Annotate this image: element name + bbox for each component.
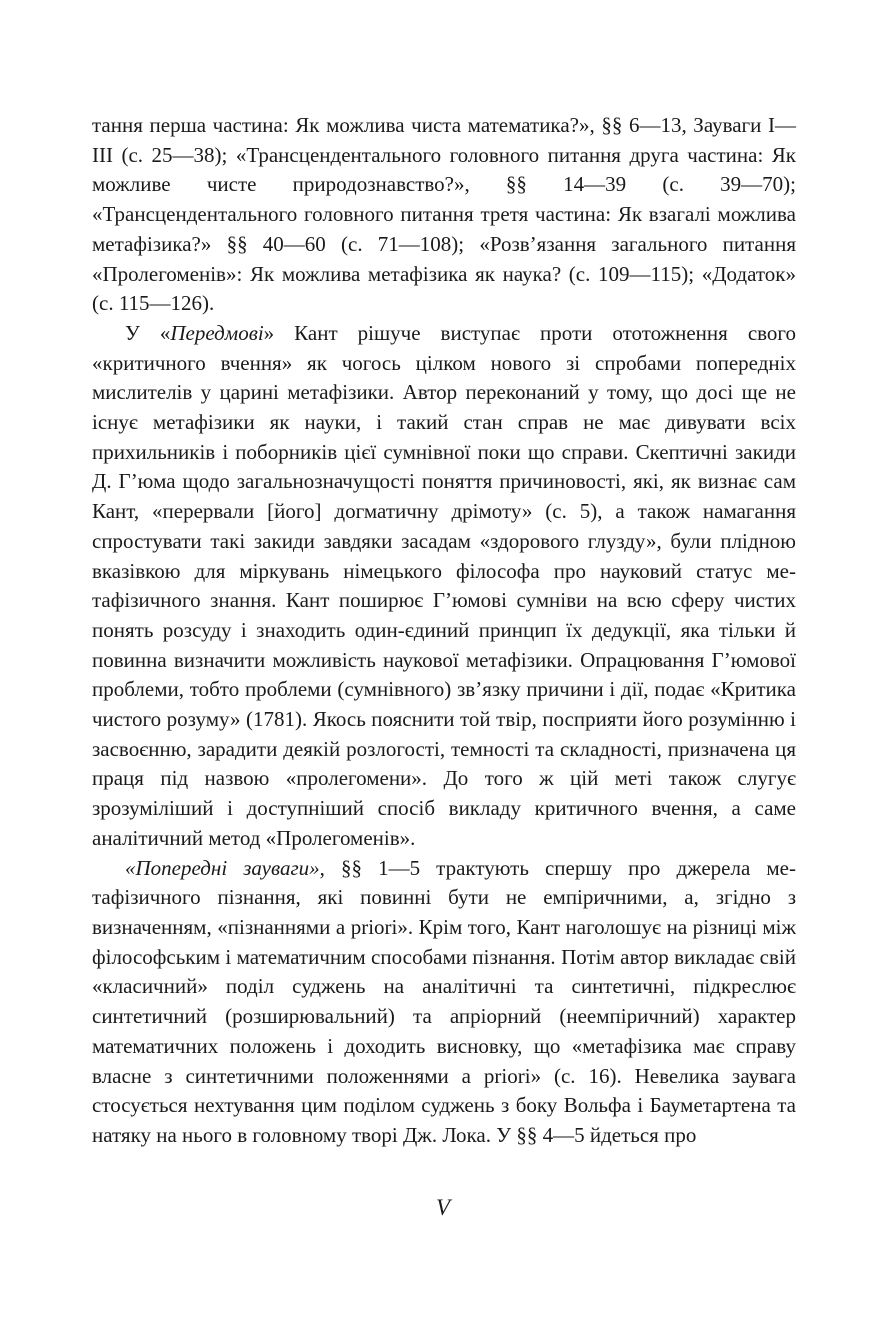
paragraph-2 bbox=[92, 319, 796, 854]
paragraph-text: У « bbox=[125, 320, 171, 345]
page-number: V bbox=[435, 1195, 451, 1220]
italic-term: Передмові bbox=[170, 320, 264, 345]
paragraph-text: , §§ 1—5 трактують спершу про джерела метафізичного пізнання, які повинні бути не емпіричними, а, згідно з визначенням, «пізнаннями a priori». Крім того, Кант наголошує на різниці між філософським і математичним способами пізнання. Потім автор викладає свій «класичний» поділ суджень на аналітичні та синтетичні, підкреслює синтетичний (розширювальний) та апріорний (неемпіричний) характер математичних положень і доходить висновку, що «метафізика має справу власне з синтетичними положеннями a priori» (с. 16). Невелика заувага стосується нехтування цим поділом суджень з боку Вольфа і Бауметартена та натяку на нього в головному творі Дж. Лока. У §§ 4—5 йдеться про bbox=[92, 855, 796, 1147]
paragraph-3 bbox=[92, 854, 796, 1151]
italic-term: «Попередні зауваги» bbox=[125, 855, 320, 880]
paragraph-text: тання перша частина: Як можлива чиста математика?», §§ 6—13, Зауваги I—III (с. 25—38); «Трансцендентального головного питання друга частина: Як можливе чисте природознавство?», §§ 14—39 (с. 39—70); «Трансцендентального головного питання третя частина: Як взагалі можлива метафізика?» §§ 40—60 (с. 71—108); «Розв’язання загального питання «Пролегоменів»: Як можлива метафізика як наука? (с. 109—115); «Додаток» (с. 115—126). bbox=[92, 113, 796, 316]
paragraph-text: » Кант рішуче виступає проти ототожнення свого «критичного вчення» як чогось цілком нового зі спробами попередніх мислителів у царині метафізики. Автор переконаний у тому, що досі ще не існує метафізики як науки, і такий стан справ не має дивувати всіх прихильників і поборників цієї сумнівної поки що справи. Скептичні закиди Д. Г’юма щодо загальнозначущості поняття причиновості, які, як визнає сам Кант, «перервали [його] догматичну дрімоту» (с. 5), а також намагання спростувати такі закиди завдяки засадам «здорового глузду», були плідною вказівкою для міркувань німецького філософа про науковий статус метафізичного знання. Кант поширює Г’юмові сумніви на всю сферу чистих понять розсуду і знаходить один-єдиний принцип їх дедукції, яка тільки й повинна визначити можливість наукової метафізики. Опрацювання Г’юмової проблеми, тобто проблеми (сумнівного) зв’язку причини і дії, подає «Критика чистого розуму» (1781). Якось пояснити той твір, посприяти його розумінню і засвоєнню, зарадити деякій розлогості, темності та складності, призначена ця праця під назвою «пролегомени». До того ж цій меті також слугує зрозуміліший і доступніший спосіб викладу критичного вчення, а саме аналітичний метод «Пролегоменів». bbox=[92, 320, 796, 850]
paragraph-1 bbox=[92, 111, 796, 319]
body-text bbox=[92, 111, 796, 1151]
